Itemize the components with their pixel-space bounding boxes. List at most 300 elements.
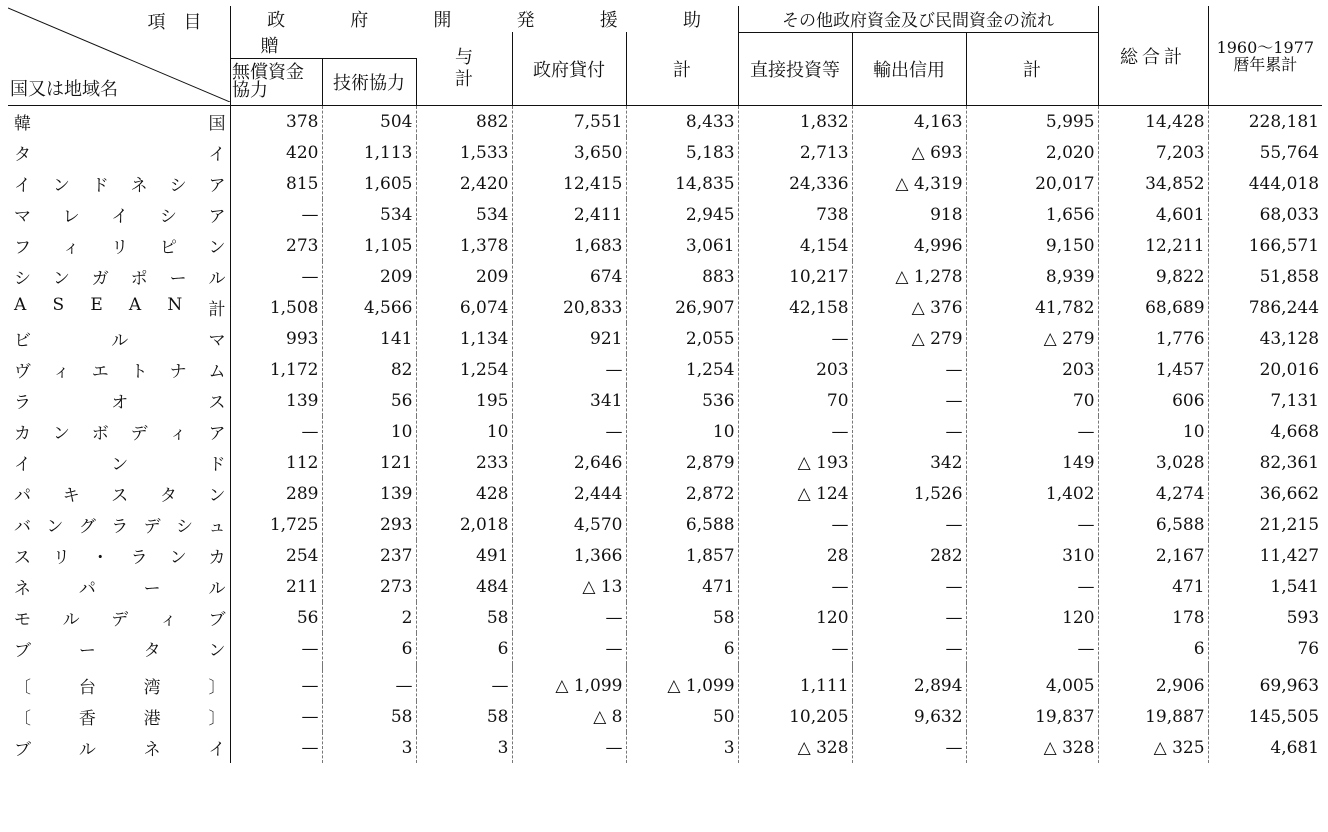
oda-group-char: 開 bbox=[433, 10, 452, 31]
value-cell: 1,508 bbox=[230, 292, 322, 323]
value-cell: 1,656 bbox=[966, 199, 1098, 230]
value-cell: 24,336 bbox=[738, 168, 852, 199]
value-cell: △ 279 bbox=[852, 323, 966, 354]
value-cell: 882 bbox=[416, 106, 512, 138]
value-cell: 14,835 bbox=[626, 168, 738, 199]
oda-group-char: 援 bbox=[599, 10, 618, 31]
country-name: ス リ ・ ラ ン カ bbox=[14, 548, 226, 568]
value-cell: 10 bbox=[322, 416, 416, 447]
value-cell: 310 bbox=[966, 540, 1098, 571]
table-row bbox=[8, 168, 1322, 199]
value-cell: 36,662 bbox=[1259, 483, 1320, 504]
other-total-header: 計 bbox=[966, 32, 1098, 106]
oda-group-char: 府 bbox=[350, 10, 369, 31]
country-name-cell bbox=[8, 633, 230, 664]
value-cell: 1,541 bbox=[1270, 576, 1320, 597]
value-cell: — bbox=[416, 670, 512, 701]
value-cell: 7,203 bbox=[1098, 137, 1208, 168]
value-cell: △ 376 bbox=[852, 292, 966, 323]
country-name: イ ン ド bbox=[14, 455, 226, 475]
value-cell: 491 bbox=[416, 540, 512, 571]
gov-loan-header: 政府貸付 bbox=[512, 32, 626, 106]
value-cell: 293 bbox=[322, 509, 416, 540]
grant-total-header bbox=[416, 32, 512, 106]
value-cell: 58 bbox=[416, 602, 512, 633]
value-cell: 918 bbox=[852, 199, 966, 230]
value-cell: 593 bbox=[1286, 607, 1320, 628]
value-cell: 58 bbox=[416, 701, 512, 732]
country-name-cell bbox=[8, 106, 230, 138]
value-cell: 28 bbox=[738, 540, 852, 571]
country-name: 〔 台 湾 〕 bbox=[14, 678, 226, 698]
value-cell: — bbox=[230, 701, 322, 732]
value-cell: 471 bbox=[1098, 571, 1208, 602]
value-cell: △ 13 bbox=[512, 571, 626, 602]
country-name-cell bbox=[8, 199, 230, 230]
country-name-cell bbox=[8, 261, 230, 292]
value-cell: — bbox=[230, 732, 322, 763]
country-name: マ レ イ シ ア bbox=[14, 207, 226, 227]
statistics-table-page bbox=[0, 6, 1328, 832]
country-name-cell bbox=[8, 670, 230, 701]
value-cell: 58 bbox=[626, 602, 738, 633]
value-cell: 921 bbox=[512, 323, 626, 354]
value-cell: 6,074 bbox=[416, 292, 512, 323]
value-cell: 82 bbox=[322, 354, 416, 385]
table-row bbox=[8, 447, 1322, 478]
value-cell: 203 bbox=[966, 354, 1098, 385]
value-cell: 149 bbox=[966, 447, 1098, 478]
value-cell: △ 693 bbox=[852, 137, 966, 168]
value-cell: 2,018 bbox=[416, 509, 512, 540]
value-cell: 6,588 bbox=[626, 509, 738, 540]
value-cell: 1,172 bbox=[230, 354, 322, 385]
value-cell: 1,526 bbox=[852, 478, 966, 509]
value-cell: 3 bbox=[626, 732, 738, 763]
grant-group-right-label: 与 bbox=[455, 46, 473, 68]
value-cell: 1,683 bbox=[512, 230, 626, 261]
value-cell: 6,588 bbox=[1098, 509, 1208, 540]
value-cell: 1,776 bbox=[1098, 323, 1208, 354]
value-cell: 4,274 bbox=[1098, 478, 1208, 509]
country-name: ネ パ ー ル bbox=[14, 579, 226, 599]
value-cell: — bbox=[966, 416, 1098, 447]
table-row bbox=[8, 571, 1322, 602]
value-cell: 19,837 bbox=[966, 701, 1098, 732]
value-cell: 7,551 bbox=[512, 106, 626, 138]
country-name-cell bbox=[8, 478, 230, 509]
value-cell: 82,361 bbox=[1259, 452, 1320, 473]
value-cell: 4,566 bbox=[322, 292, 416, 323]
value-cell: 195 bbox=[416, 385, 512, 416]
country-name: ビ ル マ bbox=[14, 331, 226, 351]
value-cell: △ 328 bbox=[738, 732, 852, 763]
value-cell: — bbox=[512, 354, 626, 385]
value-cell: 2,894 bbox=[852, 670, 966, 701]
corner-top-label: 項目 bbox=[147, 12, 220, 33]
value-cell: 674 bbox=[512, 261, 626, 292]
value-cell: 2,167 bbox=[1098, 540, 1208, 571]
value-cell: 120 bbox=[738, 602, 852, 633]
value-cell: — bbox=[852, 732, 966, 763]
value-cell: 76 bbox=[1297, 638, 1320, 659]
value-cell: — bbox=[852, 633, 966, 664]
value-cell: — bbox=[230, 633, 322, 664]
value-cell: △ 4,319 bbox=[852, 168, 966, 199]
value-cell: 606 bbox=[1098, 385, 1208, 416]
oda-total-header: 計 bbox=[626, 32, 738, 106]
value-cell: 815 bbox=[230, 168, 322, 199]
grant-total-label: 計 bbox=[455, 68, 473, 90]
value-cell: 121 bbox=[322, 447, 416, 478]
country-name: 韓 国 bbox=[14, 114, 226, 134]
value-cell: 1,105 bbox=[322, 230, 416, 261]
oda-group-char: 助 bbox=[682, 10, 701, 31]
oda-group-char: 政 bbox=[267, 10, 286, 31]
value-cell: — bbox=[852, 354, 966, 385]
grant-aid-header bbox=[230, 59, 322, 106]
country-name: タ イ bbox=[14, 145, 226, 165]
value-cell: 2,020 bbox=[966, 137, 1098, 168]
country-name: ブ ー タ ン bbox=[14, 641, 226, 661]
value-cell: 3,061 bbox=[626, 230, 738, 261]
country-name: パ キ ス タ ン bbox=[14, 486, 226, 506]
value-cell: 341 bbox=[512, 385, 626, 416]
value-cell: 9,150 bbox=[966, 230, 1098, 261]
value-cell: 4,570 bbox=[512, 509, 626, 540]
value-cell: — bbox=[966, 509, 1098, 540]
value-cell: 68,033 bbox=[1259, 204, 1320, 225]
aid-flow-table bbox=[8, 6, 1322, 763]
country-name-cell bbox=[8, 137, 230, 168]
value-cell: 282 bbox=[852, 540, 966, 571]
value-cell: △ 193 bbox=[738, 447, 852, 478]
value-cell: — bbox=[738, 571, 852, 602]
value-cell: 420 bbox=[230, 137, 322, 168]
value-cell: 993 bbox=[230, 323, 322, 354]
value-cell: 26,907 bbox=[626, 292, 738, 323]
table-row bbox=[8, 509, 1322, 540]
value-cell: 6 bbox=[1098, 633, 1208, 664]
table-row bbox=[8, 478, 1322, 509]
country-name: ラ オ ス bbox=[14, 393, 226, 413]
value-cell: 120 bbox=[966, 602, 1098, 633]
value-cell: 7,131 bbox=[1270, 390, 1320, 411]
table-row bbox=[8, 385, 1322, 416]
country-name-cell bbox=[8, 354, 230, 385]
value-cell: — bbox=[512, 416, 626, 447]
value-cell: 70 bbox=[738, 385, 852, 416]
value-cell: 112 bbox=[230, 447, 322, 478]
country-name: 〔 香 港 〕 bbox=[14, 709, 226, 729]
value-cell: 10 bbox=[626, 416, 738, 447]
table-row bbox=[8, 540, 1322, 571]
value-cell: 209 bbox=[322, 261, 416, 292]
country-name-cell bbox=[8, 230, 230, 261]
other-flows-group-header: その他政府資金及び民間資金の流れ bbox=[738, 6, 1098, 32]
value-cell: — bbox=[852, 571, 966, 602]
table-row bbox=[8, 292, 1322, 323]
value-cell: 2,055 bbox=[626, 323, 738, 354]
table-row bbox=[8, 354, 1322, 385]
table-row bbox=[8, 106, 1322, 138]
country-name-cell bbox=[8, 292, 230, 323]
oda-group-char: 発 bbox=[516, 10, 535, 31]
value-cell: — bbox=[852, 509, 966, 540]
value-cell: 883 bbox=[626, 261, 738, 292]
value-cell: △ 8 bbox=[512, 701, 626, 732]
country-name-cell bbox=[8, 701, 230, 732]
value-cell: 536 bbox=[626, 385, 738, 416]
table-row bbox=[8, 199, 1322, 230]
value-cell: — bbox=[738, 509, 852, 540]
value-cell: 41,782 bbox=[966, 292, 1098, 323]
value-cell: 14,428 bbox=[1098, 106, 1208, 138]
value-cell: 68,689 bbox=[1098, 292, 1208, 323]
value-cell: — bbox=[512, 633, 626, 664]
value-cell: △ 1,099 bbox=[512, 670, 626, 701]
country-name-cell bbox=[8, 602, 230, 633]
value-cell: 504 bbox=[322, 106, 416, 138]
country-name: バ ン グ ラ デ シ ュ bbox=[14, 517, 226, 537]
value-cell: 70 bbox=[966, 385, 1098, 416]
value-cell: 233 bbox=[416, 447, 512, 478]
cumulative-header bbox=[1208, 6, 1322, 106]
value-cell: — bbox=[738, 416, 852, 447]
value-cell: 1,134 bbox=[416, 323, 512, 354]
value-cell: — bbox=[738, 323, 852, 354]
value-cell: 166,571 bbox=[1248, 235, 1320, 256]
value-cell: 1,254 bbox=[626, 354, 738, 385]
value-cell: 273 bbox=[230, 230, 322, 261]
value-cell: 203 bbox=[738, 354, 852, 385]
grant-group-label: 贈 bbox=[260, 36, 279, 57]
country-name-cell bbox=[8, 168, 230, 199]
value-cell: — bbox=[966, 633, 1098, 664]
value-cell: — bbox=[512, 732, 626, 763]
value-cell: — bbox=[230, 670, 322, 701]
value-cell: 12,211 bbox=[1098, 230, 1208, 261]
value-cell: 1,725 bbox=[230, 509, 322, 540]
table-row bbox=[8, 633, 1322, 664]
value-cell: 1,378 bbox=[416, 230, 512, 261]
value-cell: 2,444 bbox=[512, 478, 626, 509]
value-cell: 141 bbox=[322, 323, 416, 354]
value-cell: 2,411 bbox=[512, 199, 626, 230]
value-cell: 378 bbox=[230, 106, 322, 138]
value-cell: 10 bbox=[416, 416, 512, 447]
value-cell: 139 bbox=[322, 478, 416, 509]
table-row bbox=[8, 137, 1322, 168]
country-name: シ ン ガ ポ ー ル bbox=[14, 269, 226, 289]
value-cell: 3 bbox=[416, 732, 512, 763]
value-cell: △ 1,278 bbox=[852, 261, 966, 292]
country-name: モ ル デ ィ ブ bbox=[14, 610, 226, 630]
table-row bbox=[8, 732, 1322, 763]
value-cell: 10 bbox=[1098, 416, 1208, 447]
value-cell: 1,605 bbox=[322, 168, 416, 199]
value-cell: 228,181 bbox=[1248, 111, 1320, 132]
country-name-cell bbox=[8, 540, 230, 571]
value-cell: — bbox=[852, 416, 966, 447]
value-cell: 484 bbox=[416, 571, 512, 602]
table-row bbox=[8, 230, 1322, 261]
value-cell: 20,017 bbox=[966, 168, 1098, 199]
value-cell: 56 bbox=[322, 385, 416, 416]
value-cell: 8,939 bbox=[966, 261, 1098, 292]
value-cell: 4,154 bbox=[738, 230, 852, 261]
value-cell: 56 bbox=[230, 602, 322, 633]
value-cell: 342 bbox=[852, 447, 966, 478]
value-cell: △ 1,099 bbox=[626, 670, 738, 701]
corner-header-cell bbox=[8, 6, 230, 106]
country-name-cell bbox=[8, 323, 230, 354]
value-cell: 6 bbox=[626, 633, 738, 664]
value-cell: 738 bbox=[738, 199, 852, 230]
value-cell: 145,505 bbox=[1248, 706, 1320, 727]
country-name: ブ ル ネ イ bbox=[14, 740, 226, 760]
grant-group-header bbox=[230, 32, 416, 59]
value-cell: 471 bbox=[626, 571, 738, 602]
country-name-cell bbox=[8, 416, 230, 447]
value-cell: 1,533 bbox=[416, 137, 512, 168]
value-cell: 211 bbox=[230, 571, 322, 602]
value-cell: 2,713 bbox=[738, 137, 852, 168]
value-cell: 2,879 bbox=[626, 447, 738, 478]
value-cell: — bbox=[966, 571, 1098, 602]
value-cell: 5,183 bbox=[626, 137, 738, 168]
value-cell: 21,215 bbox=[1259, 514, 1320, 535]
value-cell: 178 bbox=[1098, 602, 1208, 633]
value-cell: 20,833 bbox=[512, 292, 626, 323]
value-cell: △ 124 bbox=[738, 478, 852, 509]
value-cell: 1,111 bbox=[738, 670, 852, 701]
value-cell: 4,668 bbox=[1270, 421, 1320, 442]
corner-bottom-label: 国又は地域名 bbox=[10, 79, 118, 100]
value-cell: 1,402 bbox=[966, 478, 1098, 509]
value-cell: 19,887 bbox=[1098, 701, 1208, 732]
value-cell: 4,681 bbox=[1270, 737, 1320, 758]
value-cell: 2,646 bbox=[512, 447, 626, 478]
table-row bbox=[8, 701, 1322, 732]
value-cell: 534 bbox=[416, 199, 512, 230]
grant-aid-label: 無償資金協力 bbox=[232, 61, 304, 101]
value-cell: 58 bbox=[322, 701, 416, 732]
value-cell: 2,420 bbox=[416, 168, 512, 199]
value-cell: 3,650 bbox=[512, 137, 626, 168]
value-cell: 1,457 bbox=[1098, 354, 1208, 385]
value-cell: 20,016 bbox=[1259, 359, 1320, 380]
value-cell: 1,857 bbox=[626, 540, 738, 571]
country-name: ヴ ィ エ ト ナ ム bbox=[14, 362, 226, 382]
value-cell: 34,852 bbox=[1098, 168, 1208, 199]
value-cell: 8,433 bbox=[626, 106, 738, 138]
value-cell: 51,858 bbox=[1259, 266, 1320, 287]
value-cell: 1,113 bbox=[322, 137, 416, 168]
value-cell: 43,128 bbox=[1259, 328, 1320, 349]
value-cell: 1,366 bbox=[512, 540, 626, 571]
value-cell: — bbox=[230, 416, 322, 447]
value-cell: 6 bbox=[322, 633, 416, 664]
country-name-cell bbox=[8, 732, 230, 763]
table-row bbox=[8, 261, 1322, 292]
value-cell: 4,601 bbox=[1098, 199, 1208, 230]
table-row bbox=[8, 670, 1322, 701]
value-cell: 289 bbox=[230, 478, 322, 509]
value-cell: 237 bbox=[322, 540, 416, 571]
country-name: イ ン ド ネ シ ア bbox=[14, 176, 226, 196]
value-cell: △ 328 bbox=[966, 732, 1098, 763]
table-row bbox=[8, 602, 1322, 633]
value-cell: 5,995 bbox=[966, 106, 1098, 138]
country-name-cell bbox=[8, 571, 230, 602]
value-cell: 55,764 bbox=[1259, 142, 1320, 163]
country-name: フ ィ リ ピ ン bbox=[14, 238, 226, 258]
grand-total-header: 総合計 bbox=[1098, 6, 1208, 106]
value-cell: — bbox=[738, 633, 852, 664]
country-name-cell bbox=[8, 509, 230, 540]
value-cell: 11,427 bbox=[1259, 545, 1320, 566]
table-body bbox=[8, 106, 1322, 764]
value-cell: 428 bbox=[416, 478, 512, 509]
value-cell: 50 bbox=[626, 701, 738, 732]
value-cell: 4,996 bbox=[852, 230, 966, 261]
value-cell: 209 bbox=[416, 261, 512, 292]
value-cell: — bbox=[852, 602, 966, 633]
country-name-cell bbox=[8, 385, 230, 416]
value-cell: 4,005 bbox=[966, 670, 1098, 701]
value-cell: 534 bbox=[322, 199, 416, 230]
value-cell: — bbox=[512, 602, 626, 633]
value-cell: 1,832 bbox=[738, 106, 852, 138]
value-cell: △ 279 bbox=[966, 323, 1098, 354]
value-cell: 9,822 bbox=[1098, 261, 1208, 292]
country-name: カ ン ボ デ ィ ア bbox=[14, 424, 226, 444]
value-cell: 254 bbox=[230, 540, 322, 571]
direct-investment-header: 直接投資等 bbox=[738, 32, 852, 106]
value-cell: — bbox=[230, 261, 322, 292]
table-row bbox=[8, 416, 1322, 447]
value-cell: 69,963 bbox=[1259, 675, 1320, 696]
value-cell: 2,906 bbox=[1098, 670, 1208, 701]
value-cell: 3 bbox=[322, 732, 416, 763]
value-cell: — bbox=[322, 670, 416, 701]
oda-group-header bbox=[230, 6, 738, 32]
value-cell: 273 bbox=[322, 571, 416, 602]
value-cell: 2,945 bbox=[626, 199, 738, 230]
value-cell: 444,018 bbox=[1248, 173, 1320, 194]
value-cell: 9,632 bbox=[852, 701, 966, 732]
value-cell: 12,415 bbox=[512, 168, 626, 199]
value-cell: 10,205 bbox=[738, 701, 852, 732]
value-cell: 6 bbox=[416, 633, 512, 664]
value-cell: — bbox=[852, 385, 966, 416]
table-row bbox=[8, 323, 1322, 354]
value-cell: — bbox=[230, 199, 322, 230]
country-name-cell bbox=[8, 447, 230, 478]
value-cell: 42,158 bbox=[738, 292, 852, 323]
value-cell: 786,244 bbox=[1248, 297, 1320, 318]
value-cell: 2,872 bbox=[626, 478, 738, 509]
value-cell: 139 bbox=[230, 385, 322, 416]
value-cell: 2 bbox=[322, 602, 416, 633]
export-credit-header: 輸出信用 bbox=[852, 32, 966, 106]
value-cell: 10,217 bbox=[738, 261, 852, 292]
country-name: A S E A N 計 bbox=[14, 295, 226, 320]
value-cell: 4,163 bbox=[852, 106, 966, 138]
value-cell: 1,254 bbox=[416, 354, 512, 385]
value-cell: △ 325 bbox=[1098, 732, 1208, 763]
